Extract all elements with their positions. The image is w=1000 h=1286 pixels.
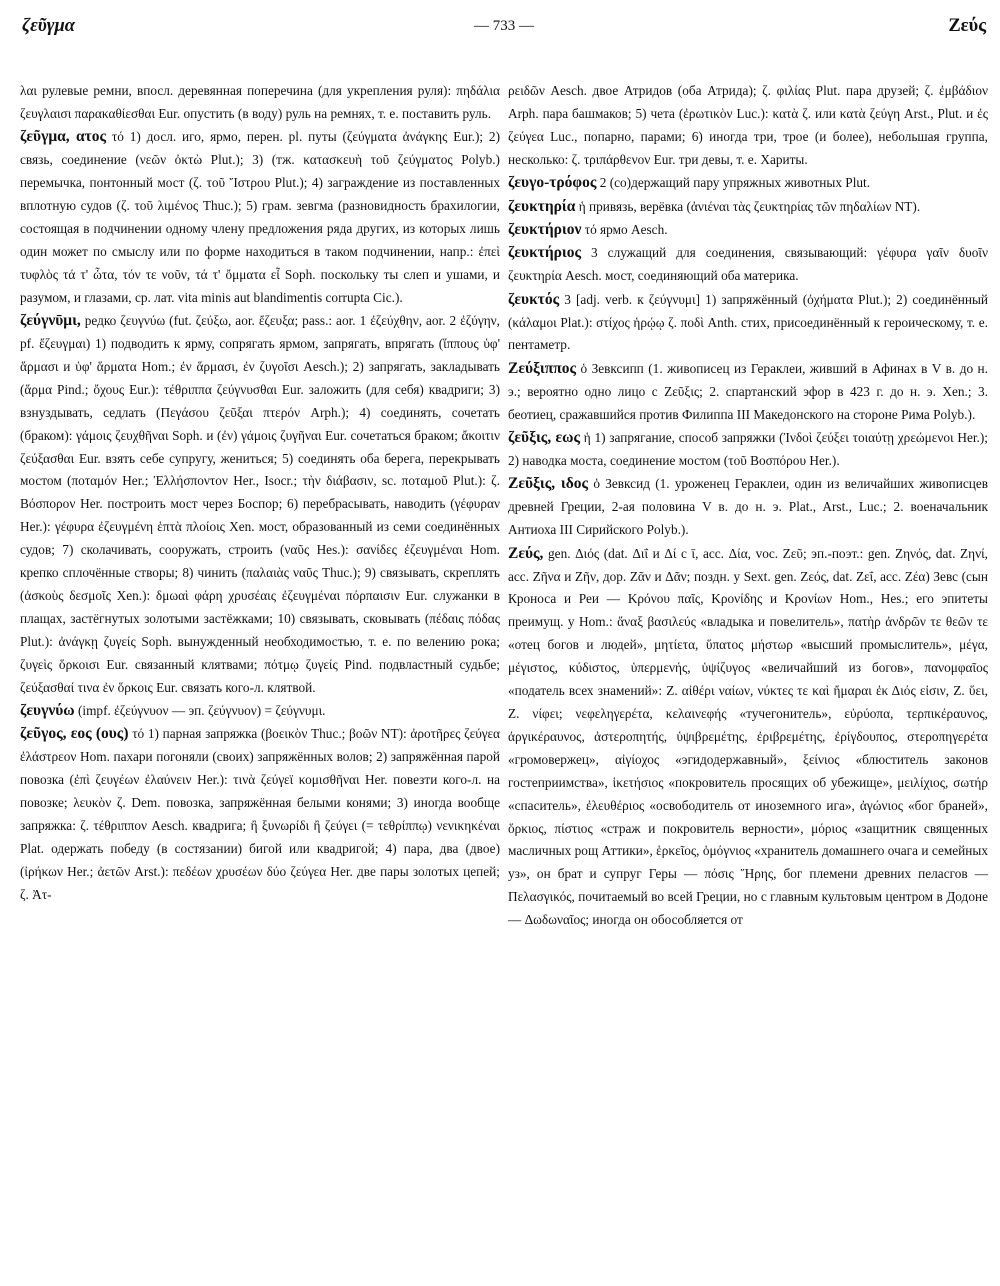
dictionary-entry xyxy=(508,358,988,427)
entry-text: (impf. ἐζεύγνυον — эп. ζεύγνυον) = ζεύγνυμι. xyxy=(77,702,326,718)
entry-headword: ζευκτός xyxy=(508,290,560,308)
dictionary-entry xyxy=(20,700,500,723)
entry-text: ρειδῶν Aesch. двое Атридов (оба Атрида); ζ. φιλίας Plut. пара друзей; ζ. ἐμβάδιον Arph. пара башмаков; 5) чета (ἐρωτικὸν Luc.): κατὰ ζ. или κατὰ ζεύγη Arst., Plut. и ἐς ζεύγεα Luc., попарно, парами; 6) иногда три, трое (и более), небольшая группа, несколько: ζ. τριπάρθενον Eur. три девы, т. е. Хариты. xyxy=(508,83,988,167)
entry-headword: ζευκτήριον xyxy=(508,220,582,238)
entry-headword: ζευκτηρία xyxy=(508,197,576,215)
entry-text: ἡ привязь, верёвка (ἀνιέναι τὰς ζευκτηρίας τῶν πηδαλίων NT). xyxy=(578,198,921,214)
entry-text: 3 служащий для соединения, связывающий: γέφυρα γαῖν δυοῖν ζευκτηρία Aesch. мост, соединяющий оба материка. xyxy=(508,245,988,284)
dictionary-entry xyxy=(20,126,500,309)
entry-text: 2 (со)держащий пару упряжных животных Plut. xyxy=(599,175,871,191)
dictionary-entry xyxy=(508,543,988,932)
dictionary-entry xyxy=(20,80,500,126)
dictionary-entry xyxy=(508,219,988,242)
dictionary-entry xyxy=(508,289,988,358)
entry-headword: Ζεύς, xyxy=(508,544,544,562)
entry-text: gen. Διός (dat. Διΐ и Δί с ῑ, acc. Δία, voc. Ζεῦ; эп.-поэт.: gen. Ζηνός, dat. Ζηνί, acc. Ζῆνα и Ζῆν, дор. Ζᾶν и Δᾶν; поздн. у Sext. gen. Ζεός, dat. Ζεΐ, acc. Ζέα) Зевс (сын Кроноса и Реи — Κρόνου παῖς, Κρονίδης и Κρονίων Hom., Hes.; его эпитеты преимущ. у Hom.: ἄναξ βασιλεύς «владыка и повелитель», πατὴρ ἀνδρῶν τε θεῶν τε «отец богов и людей», μητίετα, ὕπατος μήστωρ «высший промыслитель», μέγα, μέγιστος, κύδιστος, ὑπερμενής, ὑψίζυγος «величайший из богов», πανομφαῖος «податель всех знамений»: Ζ. αἰθέρι ναίων, νύκτες τε καὶ ἤμαραι ἐκ Διός εἰσιν, Ζ. ὕει, Ζ. νίφει; νεφεληγερέτα, κελαινεφής «тучегонитель», εὐρύοπα, τερπικέραυνος, ἀργικέραυνος, ἀστεροπητής, ὑψιβρεμέτης, ἐριβρεμέτης, ἐρίγδουπος, στεροπηγερέτα «громовержец», αἰγίοχος «эгидодержавный», ξείνιος «блюститель законов гостеприимства», ἱκετήσιος «покровитель просящих об убежище», μειλίχιος, σωτήρ «спаситель», ἐλευθέριος «освободитель от иноземного ига», ἀγώνιος «бог браней», ὅρκιος, πίστιος «страж и покровитель верности», μόριος «защитник священных масличных рощ Аттики», ἑρκεῖος, ὁμόγνιος «хранитель домашнего очага и семейных уз», он брат и супруг Геры — πόσις Ἥρης, бог племени древних пеласгов — Πελασγικός, почитаемый во всей Греции, но с главным культовым центром в Додоне — Δωδωναῖος; иногда он обособляется от xyxy=(508,545,989,928)
entry-text: редко ζευγνύω (fut. ζεύξω, aor. ἔζευξα; pass.: aor. 1 ἐζεύχθην, aor. 2 ἐζύγην, pf. ἔζευγμαι) 1) подводить к ярму, сопрягать ярмом, запрягать, впрягать (ἵππους ὑφ' ἅρμασι и ὑφ' ἅρματα Hom.; ἐν ἅρμασι, ἐν ζυγοῖσι Aesch.); 2) запрягать, закладывать (ἅρμα Pind.; ὄχους Eur.): τέθριππα ζεύγνυσθαι Eur. заложить (для себя) квадриги; 3) взнуздывать, седлать (Πεγάσου ζεῦξαι πτερόν Arph.); 4) соединять, сочетать (браком): γάμοις ζευχθῆναι Soph. и (ἐν) γάμοις ζυγῆναι Eur. сочетаться браком; ἄκοιτιν ζεύξασθαι Eur. взять себе супругу, жениться; 5) соединять оба берега, перекрывать мостом (ποταμόν Her.; Ἑλλήσποντον Her., Isocr.; τὴν διάβασιν, sc. ποταμοῦ Plut.): ζ. Βόσπορον Her. построить мост через Боспор; 6) перебрасывать, наводить (γέφυραν Her.): γέφυρα ἐζευγμένη ἑπτὰ πλοίοις Xen. мост, образованный из семи соединённых судов; 7) сколачивать, сооружать, строить (ναῦς Hes.): σανίδες ἐζευγμέναι Hom. крепко сплочённые створы; 8) чинить (παλαιὰς ναῦς Thuc.); 9) связывать, скреплять (ἀσκοὺς δεσμοῖς Xen.): δμωαὶ φάρη χρυσέαις ἐζευγμέναι πόρπαισιν Eur. служанки в плащах, застёгнутых золотыми застёжками; 10) связывать, сковывать (πέδαις πόδας Plut.): ἀνάγκῃ ζυγείς Soph. вынужденный необходимостью, т. е. по велению рока; ζυγεὶς ὅρκοισι Eur. связанный клятвами; πότμῳ ζυγείς Pind. подвластный судьбе; ζεύξασθαί τινα ἐν ὅρκοις Eur. связать кого-л. клятвой. xyxy=(20,313,500,695)
running-head-right: Ζεύς xyxy=(948,16,986,36)
dictionary-entry xyxy=(508,172,988,195)
dictionary-entry xyxy=(508,427,988,473)
entry-text: ὁ Зевксид (1. уроженец Гераклеи, один из величайших живописцев древней Греции, 2-ая половина V в. до н. э. Plat., Arst., Luc.; 2. военачальник Антиоха III Сирийского Polyb.). xyxy=(508,476,989,538)
dictionary-entry xyxy=(508,196,988,219)
page-number: — 733 — xyxy=(474,18,534,34)
entry-text: τό 1) досл. иго, ярмо, перен. pl. путы (ζεύγματα ἀνάγκης Eur.); 2) связь, соединение (νεῶν ὀκτὼ Plut.); 3) (тж. κατασκευὴ τοῦ ζεύγματος Polyb.) перемычка, понтонный мост (ζ. τοῦ Ἴστρου Plut.); 4) заграждение из поставленных вплотную судов (ζ. τοῦ λιμένος Thuc.); 5) грам. зевгма (разновидность брахилогии, состоящая в подчинении одному члену предложения ряда других, из которых лишь один может по смыслу или по форме находиться в таком подчинении, напр.: ἐπεὶ τυφλὸς τά τ' ὦτα, τόν τε νοῦν, τά τ' ὄμματα εἶ Soph. поскольку ты слеп и ушами, и разумом, и глазами, ср. лат. vita minis aut blandimentis corrupta Cic.). xyxy=(20,129,501,305)
entry-text: 3 [adj. verb. к ζεύγνυμι] 1) запряжённый (ὀχήματα Plut.); 2) соединённый (κάλαμοι Plat.): στίχος ἡρῴῳ ζ. ποδὶ Anth. стих, присоединённый к героическому, т. е. пентаметр. xyxy=(508,291,988,353)
entry-text: ἡ 1) запрягание, способ запряжки (Ἰνδοὶ ζεύξει τοιαύτῃ χρεώμενοι Her.); 2) наводка моста, соединение мостом (τοῦ Βοσπόρου Her.). xyxy=(508,430,989,468)
dictionary-entry xyxy=(508,242,988,288)
entry-headword: ζεῦξις, εως xyxy=(508,429,580,447)
dictionary-entry xyxy=(20,723,500,906)
entry-text: ὁ Зевксипп (1. живописец из Гераклеи, живший в Афинах в V в. до н. э.; вероятно одно лицо с Ζεῦξις; 2. спартанский эфор в 423 г. до н. э. Xen.; 3. беотиец, сражавшийся против Филиппа III Македонского на стороне Рима Polyb.). xyxy=(508,360,988,422)
entry-text: τό ярмо Aesch. xyxy=(584,221,668,237)
entry-headword: ζευκτήριος xyxy=(508,244,582,262)
left-column xyxy=(20,80,500,907)
entry-headword: ζεῦγος, εος (ους) xyxy=(20,725,129,743)
entry-headword: ζευγο-τρόφος xyxy=(508,174,597,192)
entry-headword: ζεύγνῡμι, xyxy=(20,312,81,330)
entry-text: τό 1) парная запряжка (βοεικὸν Thuc.; βοῶν NT): ἀροτῆρες ζεύγεα ἐλάστρεον Hom. пахари погоняли (своих) запряжённых волов; 2) запряжённая парой повозка (ἐπὶ ζευγέων ἐλαύνειν Her.): τινὰ ζεύγεϊ κομισθῆναι Her. повезти кого-л. на повозке; λευκὸν ζ. Dem. повозка, запряжённая белыми конями; 3) иногда вообще запряжка: ζ. τέθριππον Aesch. квадрига; ἢ ξυνωρίδι ἢ ζεύγει (= τεθρίππῳ) νενικηκέναι Plat. одержать победу (в состязании) бигой или квадригой; 4) пара, два (двое) (ἰρήκων Her.; ἀετῶν Arst.): πεδέων χρυσέων δύο ζεύγεα Her. две пары золотых цепей; ζ. Ἀτ- xyxy=(20,726,500,902)
dictionary-entry xyxy=(20,310,500,699)
dictionary-entry xyxy=(508,80,988,172)
entry-headword: ζευγνύω xyxy=(20,701,75,719)
entry-headword: ζεῦγμα, ατος xyxy=(20,128,107,146)
page-header xyxy=(22,14,986,46)
entry-headword: Ζεῦξις, ιδος xyxy=(508,475,589,493)
running-head-left: ζεῦγμα xyxy=(22,16,76,36)
entry-text: λαι рулевые ремни, впосл. деревянная поперечина (для укрепления руля): πηδάλια ζευγλαισι παρακαθίεσθαι Eur. опустить (в воду) руль на ремнях, т. е. поставить руль. xyxy=(20,83,500,121)
right-column xyxy=(508,80,988,932)
entry-headword: Ζεύξιππος xyxy=(508,359,576,377)
dictionary-entry xyxy=(508,473,988,542)
